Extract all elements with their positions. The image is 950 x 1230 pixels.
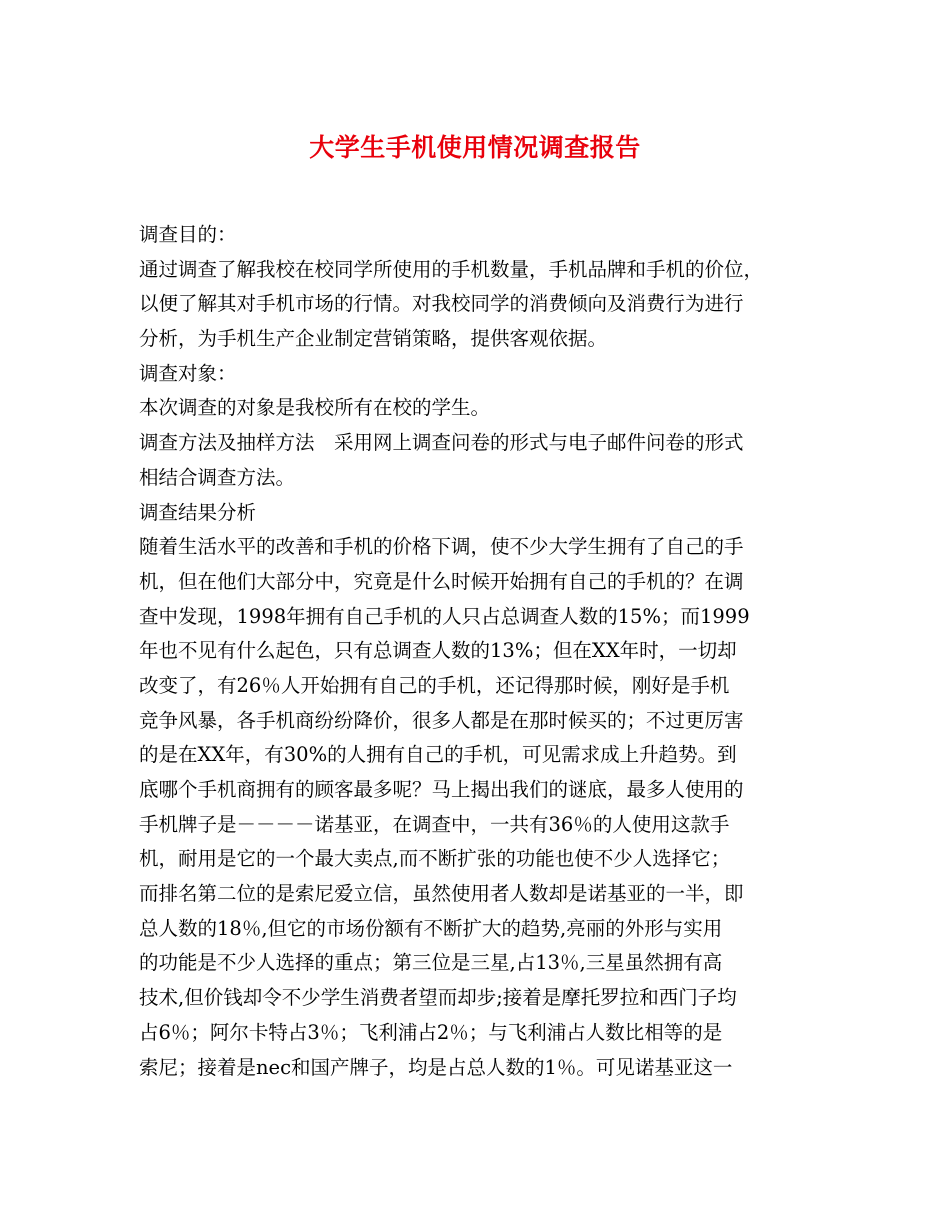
paragraph-line: 通过调查了解我校在校同学所使用的手机数量，手机品牌和手机的价位， bbox=[139, 257, 764, 281]
paragraph-line: 本次调查的对象是我校所有在校的学生。 bbox=[139, 396, 491, 420]
paragraph-line: 相结合调查方法。 bbox=[139, 465, 296, 489]
paragraph-line: 年也不见有什么起色，只有总调查人数的13%；但在XX年时，一切却 bbox=[139, 639, 737, 663]
document-title: 大学生手机使用情况调查报告 bbox=[309, 133, 641, 162]
paragraph-line: 占6％；阿尔卡特占3％；飞利浦占2％；与飞利浦占人数比相等的是 bbox=[139, 1020, 723, 1044]
paragraph-line: 机，耐用是它的一个最大卖点,而不断扩张的功能也使不少人选择它； bbox=[139, 847, 731, 871]
paragraph-line: 随着生活水平的改善和手机的价格下调，使不少大学生拥有了自己的手 bbox=[139, 535, 744, 559]
paragraph-line: 技术,但价钱却令不少学生消费者望而却步;接着是摩托罗拉和西门子均 bbox=[139, 986, 737, 1010]
paragraph-line: 索尼；接着是nec和国产牌子，均是占总人数的1％。可见诺基亚这一 bbox=[139, 1055, 733, 1079]
paragraph-line: 分析，为手机生产企业制定营销策略，提供客观依据。 bbox=[139, 327, 608, 351]
paragraph-line: 总人数的18％,但它的市场份额有不断扩大的趋势,亮丽的外形与实用 bbox=[139, 916, 723, 940]
paragraph-line: 的是在XX年，有30%的人拥有自己的手机，可见需求成上升趋势。到 bbox=[139, 743, 737, 767]
paragraph-line: 机，但在他们大部分中，究竟是什么时候开始拥有自己的手机的？在调 bbox=[139, 569, 744, 593]
paragraph-line: 底哪个手机商拥有的顾客最多呢？马上揭出我们的谜底，最多人使用的 bbox=[139, 778, 744, 801]
paragraph-line: 竞争风暴，各手机商纷纷降价，很多人都是在那时候买的；不过更厉害 bbox=[139, 708, 744, 732]
paragraph-line: 改变了，有26％人开始拥有自己的手机，还记得那时候，刚好是手机 bbox=[139, 673, 730, 697]
section-heading-purpose: 调查目的： bbox=[139, 223, 237, 246]
paragraph-line: 以便了解其对手机市场的行情。对我校同学的消费倾向及消费行为进行 bbox=[139, 292, 744, 316]
paragraph-line: 的功能是不少人选择的重点；第三位是三星,占13％,三星虽然拥有高 bbox=[139, 951, 723, 975]
document-body bbox=[139, 218, 819, 1085]
paragraph-line: 查中发现，1998年拥有自己手机的人只占总调查人数的15%；而1999 bbox=[139, 604, 750, 628]
paragraph-line-method: 调查方法及抽样方法 采用网上调查问卷的形式与电子邮件问卷的形式 bbox=[139, 431, 744, 455]
paragraph-line: 而排名第二位的是索尼爱立信，虽然使用者人数却是诺基亚的一半，即 bbox=[139, 882, 744, 906]
paragraph-line: 手机牌子是－－－－诺基亚，在调查中，一共有36％的人使用这款手 bbox=[139, 812, 730, 836]
section-heading-subject: 调查对象： bbox=[139, 361, 237, 385]
section-heading-results: 调查结果分析 bbox=[139, 500, 257, 524]
